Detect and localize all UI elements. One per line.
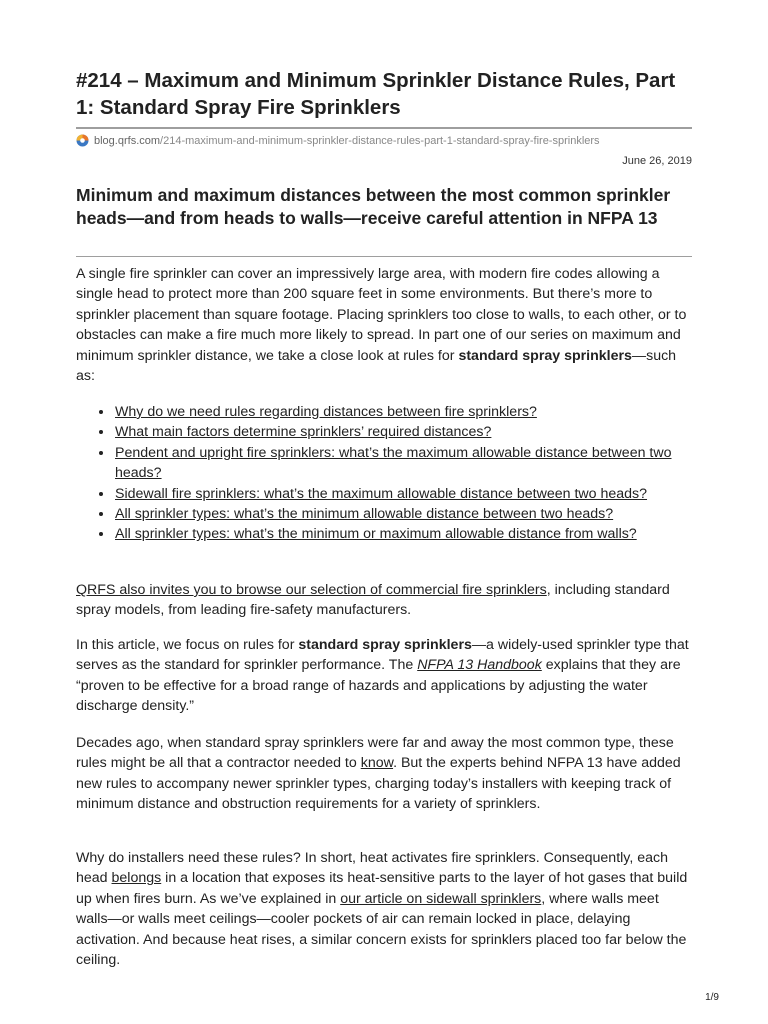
why-text-2: in a location that exposes its heat-sensitive parts to the layer of hot gases that build up when fires burn. As we’ve explained in: [76, 870, 688, 907]
qrfs-favicon-icon: [76, 134, 89, 147]
focus-paragraph: [76, 635, 692, 717]
why-text-3: , where walls meet walls—or walls meet ceilings—cooler pockets of air can remain locked in place, delaying activation. And because heat rises, a similar concern exists for sprinklers placed too far below the ceiling.: [76, 890, 687, 969]
intro-text-1: A single fire sprinkler can cover an impressively large area, with modern fire codes allowing a single head to protect more than 200 square feet in some environments. But there’s more to sprinkler placement than square footage. Placing sprinklers too close to walls, to each other, or to obstacles can make a fire much more likely to spread. In part one of our series on maximum and minimum sprinkler distance, we take a close look at rules for: [76, 266, 687, 364]
title-divider: [76, 127, 692, 129]
focus-text-2: —a widely-used sprinkler type that serves as the standard for sprinkler performance. The: [76, 637, 689, 674]
toc-item: [114, 402, 692, 422]
page-number: 1/9: [705, 992, 719, 1003]
toc-link-3[interactable]: Pendent and upright fire sprinklers: what’s the maximum allowable distance between two heads?: [115, 444, 672, 482]
table-of-contents: [76, 402, 692, 545]
subheading-divider: [76, 256, 692, 257]
belongs-link[interactable]: belongs: [111, 870, 162, 887]
know-link[interactable]: know: [360, 755, 394, 772]
history-text-1: Decades ago, when standard spray sprinklers were far and away the most common type, these rules might be all that a contractor needed to: [76, 735, 674, 772]
why-text-1: Why do installers need these rules? In short, heat activates fire sprinklers. Consequently, each head: [76, 850, 668, 887]
article-subheading: Minimum and maximum distances between the most common sprinkler heads—and from heads to walls—receive careful attention in NFPA 13: [76, 185, 671, 228]
toc-item: [114, 524, 692, 544]
toc-item: [114, 484, 692, 504]
intro-paragraph: [76, 264, 692, 386]
toc-link-4[interactable]: Sidewall fire sprinklers: what’s the maximum allowable distance between two heads?: [115, 485, 648, 502]
intro-text-2: —such as:: [76, 347, 677, 385]
intro-bold: standard spray sprinklers: [458, 347, 632, 364]
focus-text-1: In this article, we focus on rules for: [76, 637, 299, 653]
source-path: /214-maximum-and-minimum-sprinkler-distance-rules-part-1-standard-spray-fire-sprinklers: [160, 135, 600, 147]
toc-item: [114, 504, 692, 524]
publish-date: June 26, 2019: [622, 155, 692, 167]
focus-bold: standard spray sprinklers: [298, 637, 472, 653]
history-paragraph: [76, 733, 692, 815]
source-url[interactable]: [76, 133, 692, 149]
browse-sprinklers-link[interactable]: QRFS also invites you to browse our selection of commercial fire sprinklers: [76, 582, 547, 598]
nfpa-handbook-link[interactable]: NFPA 13 Handbook: [417, 657, 542, 674]
sidewall-article-link[interactable]: our article on sidewall sprinklers: [340, 890, 542, 907]
source-domain: blog.qrfs.com: [94, 135, 161, 147]
article-title: #214 – Maximum and Minimum Sprinkler Distance Rules, Part 1: Standard Spray Fire Sprinklers: [76, 69, 676, 119]
browse-text: , including standard spray models, from leading fire-safety manufacturers.: [76, 582, 670, 619]
focus-text-3: explains that they are “proven to be effective for a broad range of hazards and applications by adjusting the water discharge density.”: [76, 657, 681, 715]
browse-paragraph: [76, 580, 692, 621]
toc-link-5[interactable]: All sprinkler types: what’s the minimum allowable distance between two heads?: [115, 506, 614, 523]
why-rules-paragraph: [76, 848, 692, 970]
toc-link-1[interactable]: Why do we need rules regarding distances between fire sprinklers?: [115, 404, 537, 420]
toc-item: [114, 422, 692, 442]
toc-link-6[interactable]: All sprinkler types: what’s the minimum or maximum allowable distance from walls?: [115, 526, 637, 543]
toc-item: [114, 443, 692, 484]
toc-link-2[interactable]: What main factors determine sprinklers’ required distances?: [115, 424, 492, 441]
history-text-2: . But the experts behind NFPA 13 have added new rules to accompany newer sprinkler types, charging today’s installers with keeping track of minimum distance and obstruction requirements for a variety of sprinklers.: [76, 755, 681, 813]
